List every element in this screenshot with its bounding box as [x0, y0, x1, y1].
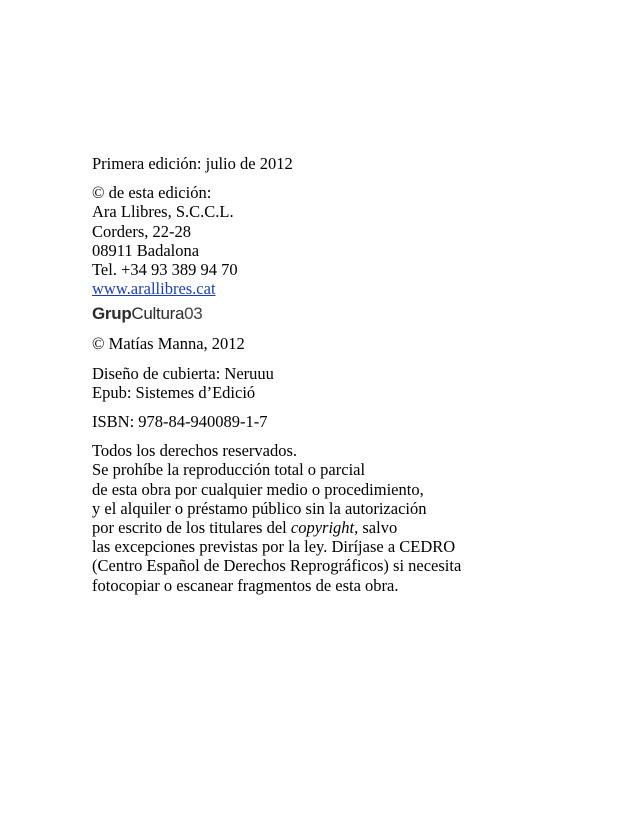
publisher-copyright-line: © de esta edición:: [92, 183, 212, 203]
isbn-block: [92, 412, 612, 431]
grup-cultura-logo: [92, 304, 612, 324]
rights-line-5: [92, 518, 612, 537]
rights-line-4: y el alquiler o préstamo público sin la autorización: [92, 498, 427, 518]
publisher-name: Ara Llibres, S.C.C.L.: [92, 202, 234, 222]
rights-line-5-after: , salvo: [354, 518, 398, 538]
rights-line-5-before: por escrito de los titulares del: [92, 518, 291, 538]
first-edition-text: Primera edición: julio de 2012: [92, 154, 293, 173]
rights-line-6: las excepciones previstas por la ley. Diríjase a CEDRO: [92, 537, 456, 557]
publisher-website-link[interactable]: www.arallibres.cat: [92, 279, 216, 299]
publisher-phone: Tel. +34 93 389 94 70: [92, 260, 238, 280]
publisher-block: [92, 183, 612, 324]
rights-line-8: fotocopiar o escanear fragmentos de esta obra.: [92, 575, 399, 595]
publisher-street: Corders, 22-28: [92, 221, 191, 241]
rights-line-2: Se prohíbe la reproducción total o parcial: [92, 460, 366, 480]
logo-grup: Grup: [92, 304, 132, 324]
isbn-text: ISBN: 978-84-940089-1-7: [92, 412, 268, 432]
copyright-page: [92, 154, 612, 595]
rights-line-7: (Centro Español de Derechos Reprográficos) si necesita: [92, 556, 462, 576]
edition-block: [92, 154, 612, 173]
epub-credit: Epub: Sistemes d’Edició: [92, 382, 256, 402]
author-copyright: © Matías Manna, 2012: [92, 334, 245, 354]
author-block: [92, 334, 612, 353]
credits-block: [92, 364, 612, 402]
rights-block: [92, 441, 612, 595]
copyright-word: copyright: [290, 518, 355, 538]
publisher-city: 08911 Badalona: [92, 240, 200, 260]
rights-line-3: de esta obra por cualquier medio o procedimiento,: [92, 479, 424, 499]
logo-number: 03: [184, 304, 203, 324]
rights-line-1: Todos los derechos reservados.: [92, 441, 298, 461]
logo-cultura: Cultura: [131, 304, 185, 324]
cover-design-credit: Diseño de cubierta: Neruuu: [92, 363, 274, 383]
